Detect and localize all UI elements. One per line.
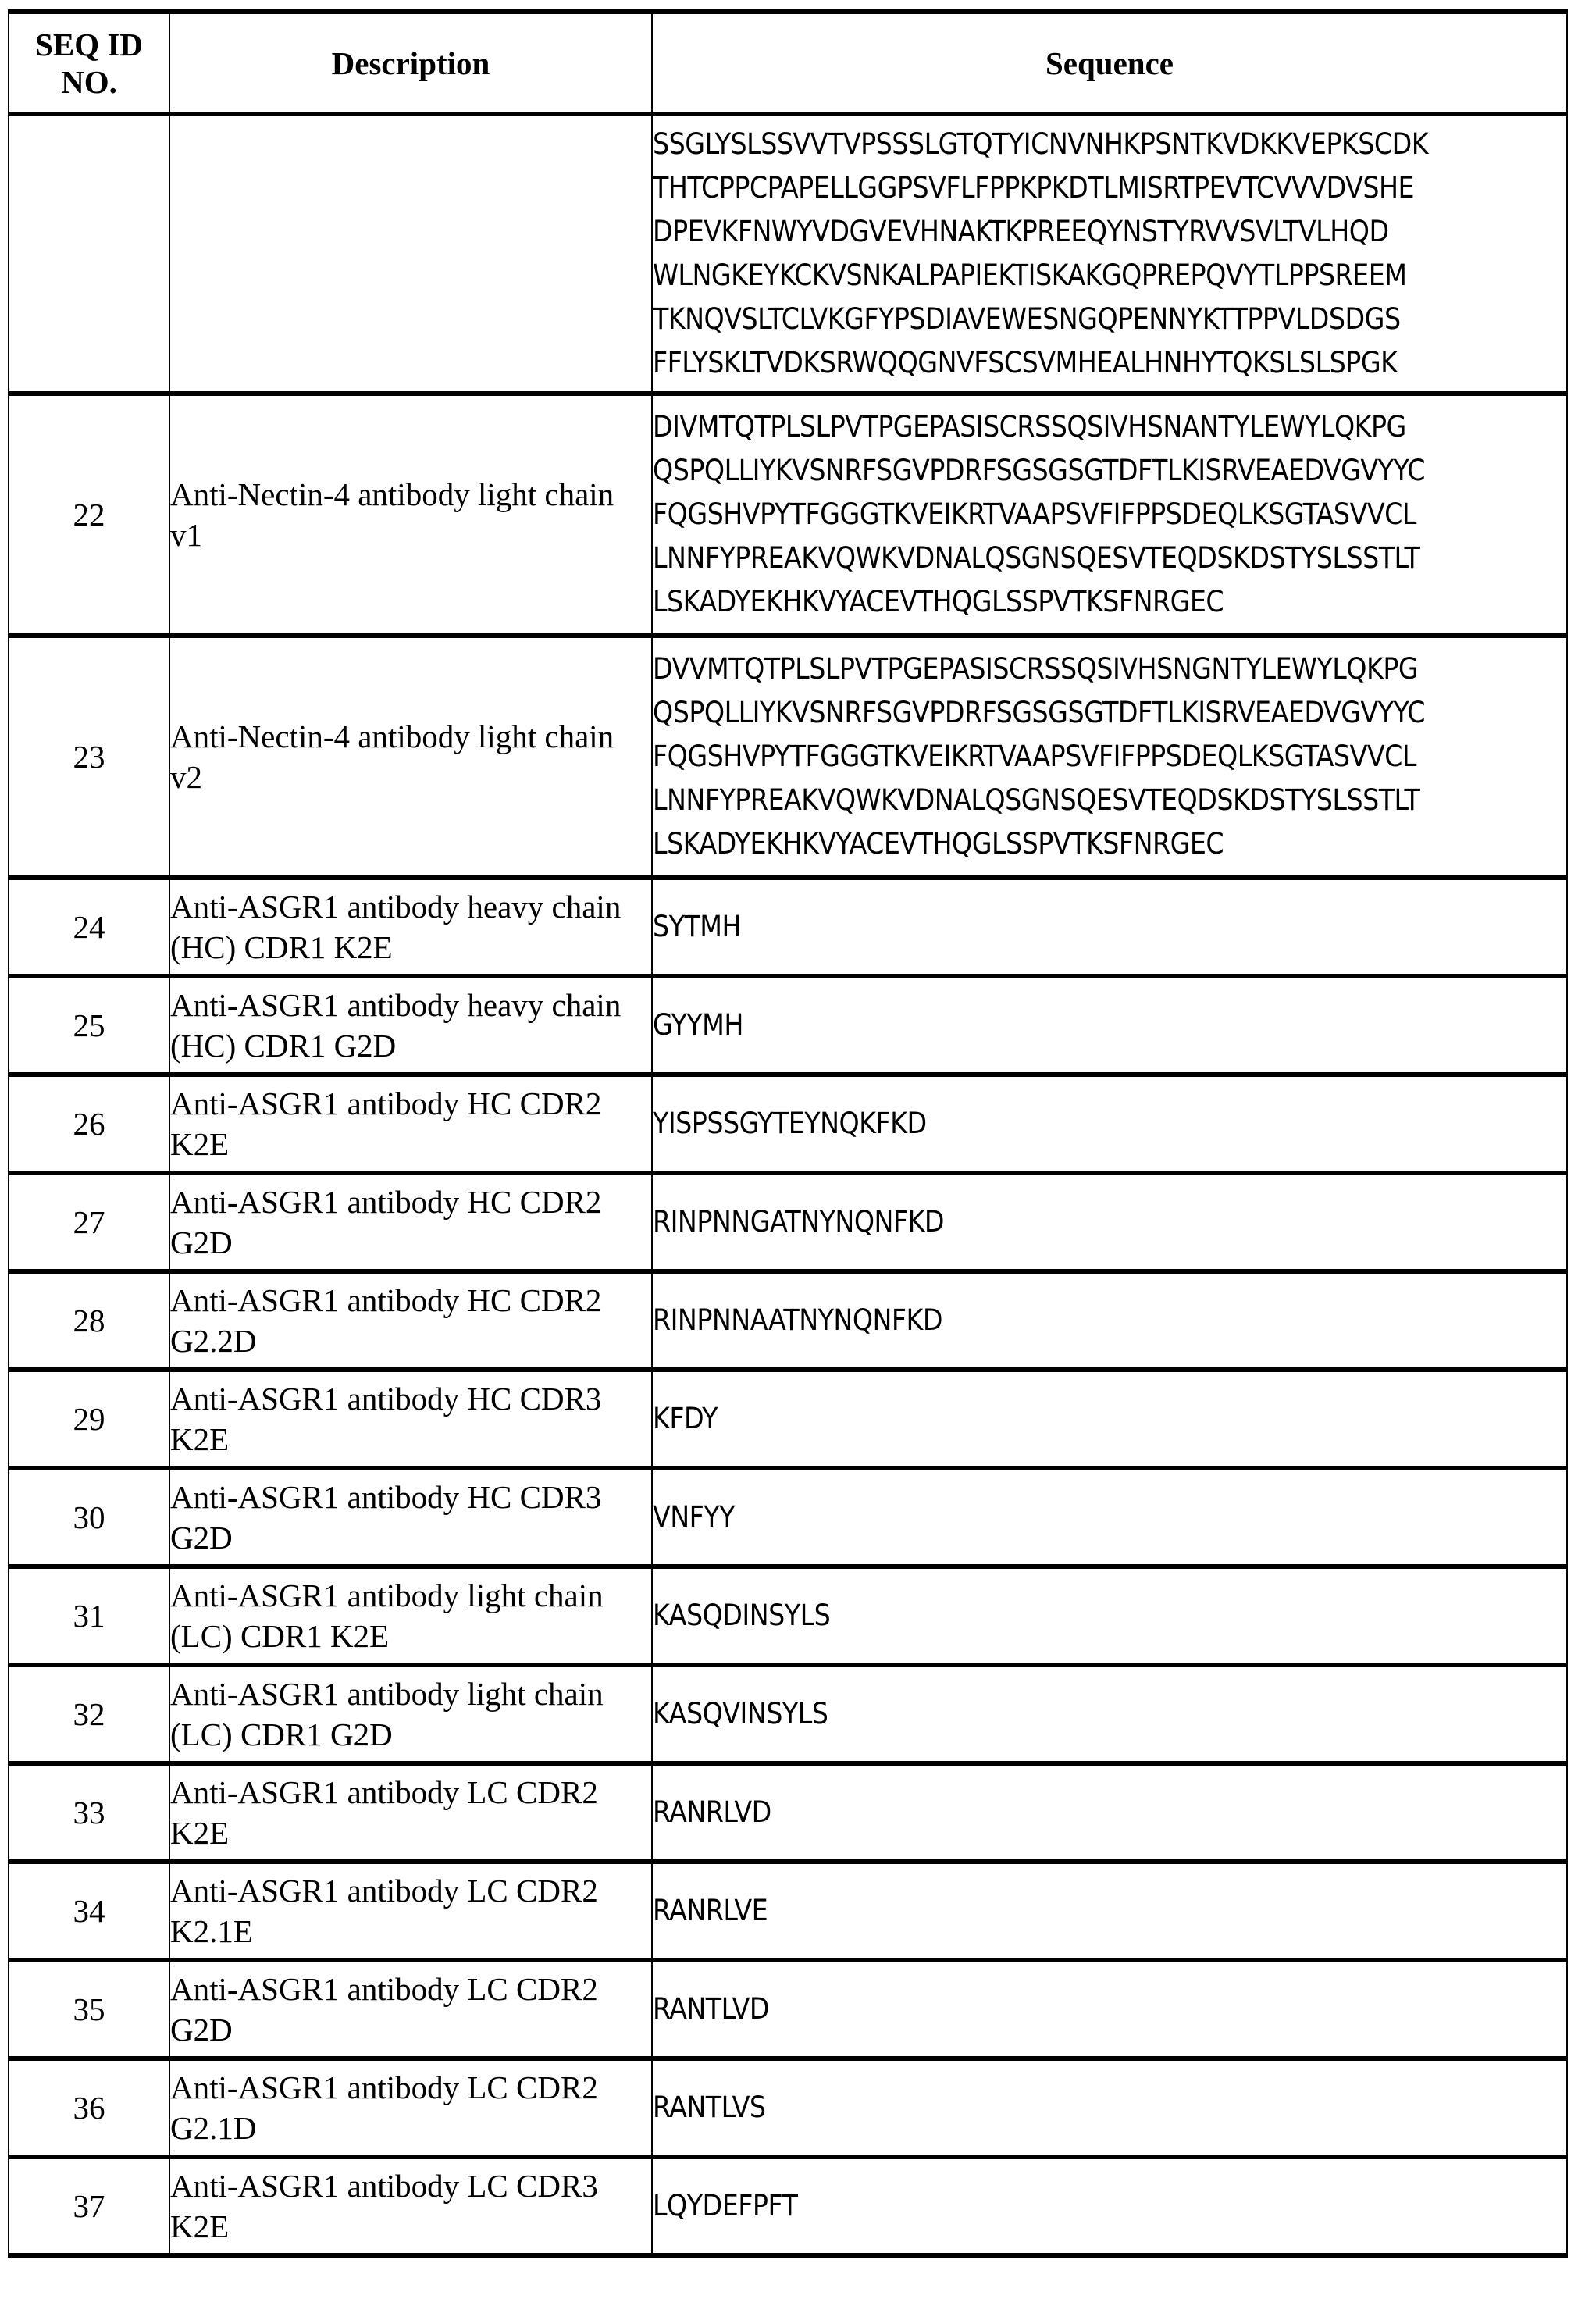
table-row-continuation [9,114,1567,394]
table-row [9,878,1567,976]
table-row [9,1960,1567,2058]
table-row [9,1862,1567,1960]
seq-id-cell [9,114,169,394]
header-description: Description [169,12,652,114]
sequence-line: DIVMTQTPLSLPVTPGEPASISCRSSQSIVHSNANTYLEWYLQKPG [653,410,1406,444]
sequence-cell: RINPNNGATNYNQNFKD [652,1173,1567,1271]
seq-id-cell: 37 [9,2157,169,2255]
table-row [9,976,1567,1075]
description-cell: Anti-ASGR1 antibody heavy chain (HC) CDR1 K2E [169,878,652,976]
seq-id-cell: 27 [9,1173,169,1271]
seq-id-cell: 35 [9,1960,169,2058]
table-row [9,1075,1567,1173]
table-row [9,1370,1567,1468]
sequence-cell: GYYMH [652,976,1567,1075]
seq-id-cell: 34 [9,1862,169,1960]
description-cell [169,114,652,394]
sequence-cell: SYTMH [652,878,1567,976]
table-row [9,1763,1567,1862]
seq-id-cell: 28 [9,1271,169,1370]
seq-id-cell: 26 [9,1075,169,1173]
sequence-line: FFLYSKLTVDKSRWQQGNVFSCSVMHEALHNHYTQKSLSLSPGK [653,346,1398,380]
sequence-line: QSPQLLIYKVSNRFSGVPDRFSGSGSGTDFTLKISRVEAEDVGVYYC [653,696,1426,729]
seq-id-cell: 30 [9,1468,169,1567]
sequence-cell: KFDY [652,1370,1567,1468]
description-cell: Anti-ASGR1 antibody HC CDR3 G2D [169,1468,652,1567]
description-cell: Anti-ASGR1 antibody HC CDR2 G2D [169,1173,652,1271]
sequence-line: SSGLYSLSSVVTVPSSSLGTQTYICNVNHKPSNTKVDKKVEPKSCDK [653,127,1429,161]
sequence-table [8,9,1568,2258]
description-cell: Anti-ASGR1 antibody HC CDR2 G2.2D [169,1271,652,1370]
sequence-line: FQGSHVPYTFGGGTKVEIKRTVAAPSVFIFPPSDEQLKSGTASVVCL [653,497,1416,531]
description-cell: Anti-ASGR1 antibody LC CDR3 K2E [169,2157,652,2255]
sequence-cell: RANTLVD [652,1960,1567,2058]
description-cell: Anti-ASGR1 antibody LC CDR2 K2E [169,1763,652,1862]
sequence-cell: KASQVINSYLS [652,1665,1567,1763]
sequence-line: THTCPPCPAPELLGGPSVFLFPPKPKDTLMISRTPEVTCVVVDVSHE [653,171,1415,205]
header-seq-id: SEQ ID NO. [9,12,169,114]
seq-id-cell: 36 [9,2058,169,2157]
description-cell: Anti-ASGR1 antibody light chain (LC) CDR1 K2E [169,1567,652,1665]
table-row [9,1567,1567,1665]
seq-id-cell: 23 [9,636,169,878]
sequence-cell: RANRLVD [652,1763,1567,1862]
description-cell: Anti-ASGR1 antibody LC CDR2 K2.1E [169,1862,652,1960]
sequence-line: LNNFYPREAKVQWKVDNALQSGNSQESVTEQDSKDSTYSLSSTLT [653,541,1420,575]
sequence-cell: RANRLVE [652,1862,1567,1960]
seq-id-cell: 29 [9,1370,169,1468]
sequence-cell: LQYDEFPFT [652,2157,1567,2255]
header-sequence: Sequence [652,12,1567,114]
seq-id-cell: 31 [9,1567,169,1665]
description-cell: Anti-Nectin-4 antibody light chain v1 [169,394,652,636]
sequence-cell: KASQDINSYLS [652,1567,1567,1665]
description-cell: Anti-ASGR1 antibody HC CDR3 K2E [169,1370,652,1468]
seq-id-cell: 22 [9,394,169,636]
sequence-cell: RANTLVS [652,2058,1567,2157]
description-cell: Anti-ASGR1 antibody HC CDR2 K2E [169,1075,652,1173]
sequence-cell: VNFYY [652,1468,1567,1567]
sequence-line: QSPQLLIYKVSNRFSGVPDRFSGSGSGTDFTLKISRVEAEDVGVYYC [653,454,1426,487]
table-row [9,2058,1567,2157]
table-row [9,2157,1567,2255]
seq-id-cell: 25 [9,976,169,1075]
seq-id-cell: 32 [9,1665,169,1763]
description-cell: Anti-ASGR1 antibody LC CDR2 G2D [169,1960,652,2058]
sequence-cell [652,636,1567,878]
table-row [9,1173,1567,1271]
sequence-line: DVVMTQTPLSLPVTPGEPASISCRSSQSIVHSNGNTYLEWYLQKPG [653,652,1419,686]
seq-id-cell: 33 [9,1763,169,1862]
table-row [9,1271,1567,1370]
table-row [9,1665,1567,1763]
sequence-line: LSKADYEKHKVYACEVTHQGLSSPVTKSFNRGEC [653,827,1224,861]
description-cell: Anti-Nectin-4 antibody light chain v2 [169,636,652,878]
sequence-line: TKNQVSLTCLVKGFYPSDIAVEWESNGQPENNYKTTPPVLDSDGS [653,302,1401,336]
table-row [9,636,1567,878]
sequence-cell [652,394,1567,636]
sequence-cell [652,114,1567,394]
table-row [9,394,1567,636]
description-cell: Anti-ASGR1 antibody heavy chain (HC) CDR1 G2D [169,976,652,1075]
sequence-line: FQGSHVPYTFGGGTKVEIKRTVAAPSVFIFPPSDEQLKSGTASVVCL [653,740,1416,773]
sequence-line: LNNFYPREAKVQWKVDNALQSGNSQESVTEQDSKDSTYSLSSTLT [653,783,1420,817]
sequence-cell: RINPNNAATNYNQNFKD [652,1271,1567,1370]
seq-id-cell: 24 [9,878,169,976]
header-row [9,12,1567,114]
sequence-line: LSKADYEKHKVYACEVTHQGLSSPVTKSFNRGEC [653,585,1224,618]
table-row [9,1468,1567,1567]
description-cell: Anti-ASGR1 antibody LC CDR2 G2.1D [169,2058,652,2157]
sequence-line: WLNGKEYKCKVSNKALPAPIEKTISKAKGQPREPQVYTLPPSREEM [653,258,1407,292]
sequence-cell: YISPSSGYTEYNQKFKD [652,1075,1567,1173]
description-cell: Anti-ASGR1 antibody light chain (LC) CDR1 G2D [169,1665,652,1763]
sequence-line: DPEVKFNWYVDGVEVHNAKTKPREEQYNSTYRVVSVLTVLHQD [653,215,1389,248]
